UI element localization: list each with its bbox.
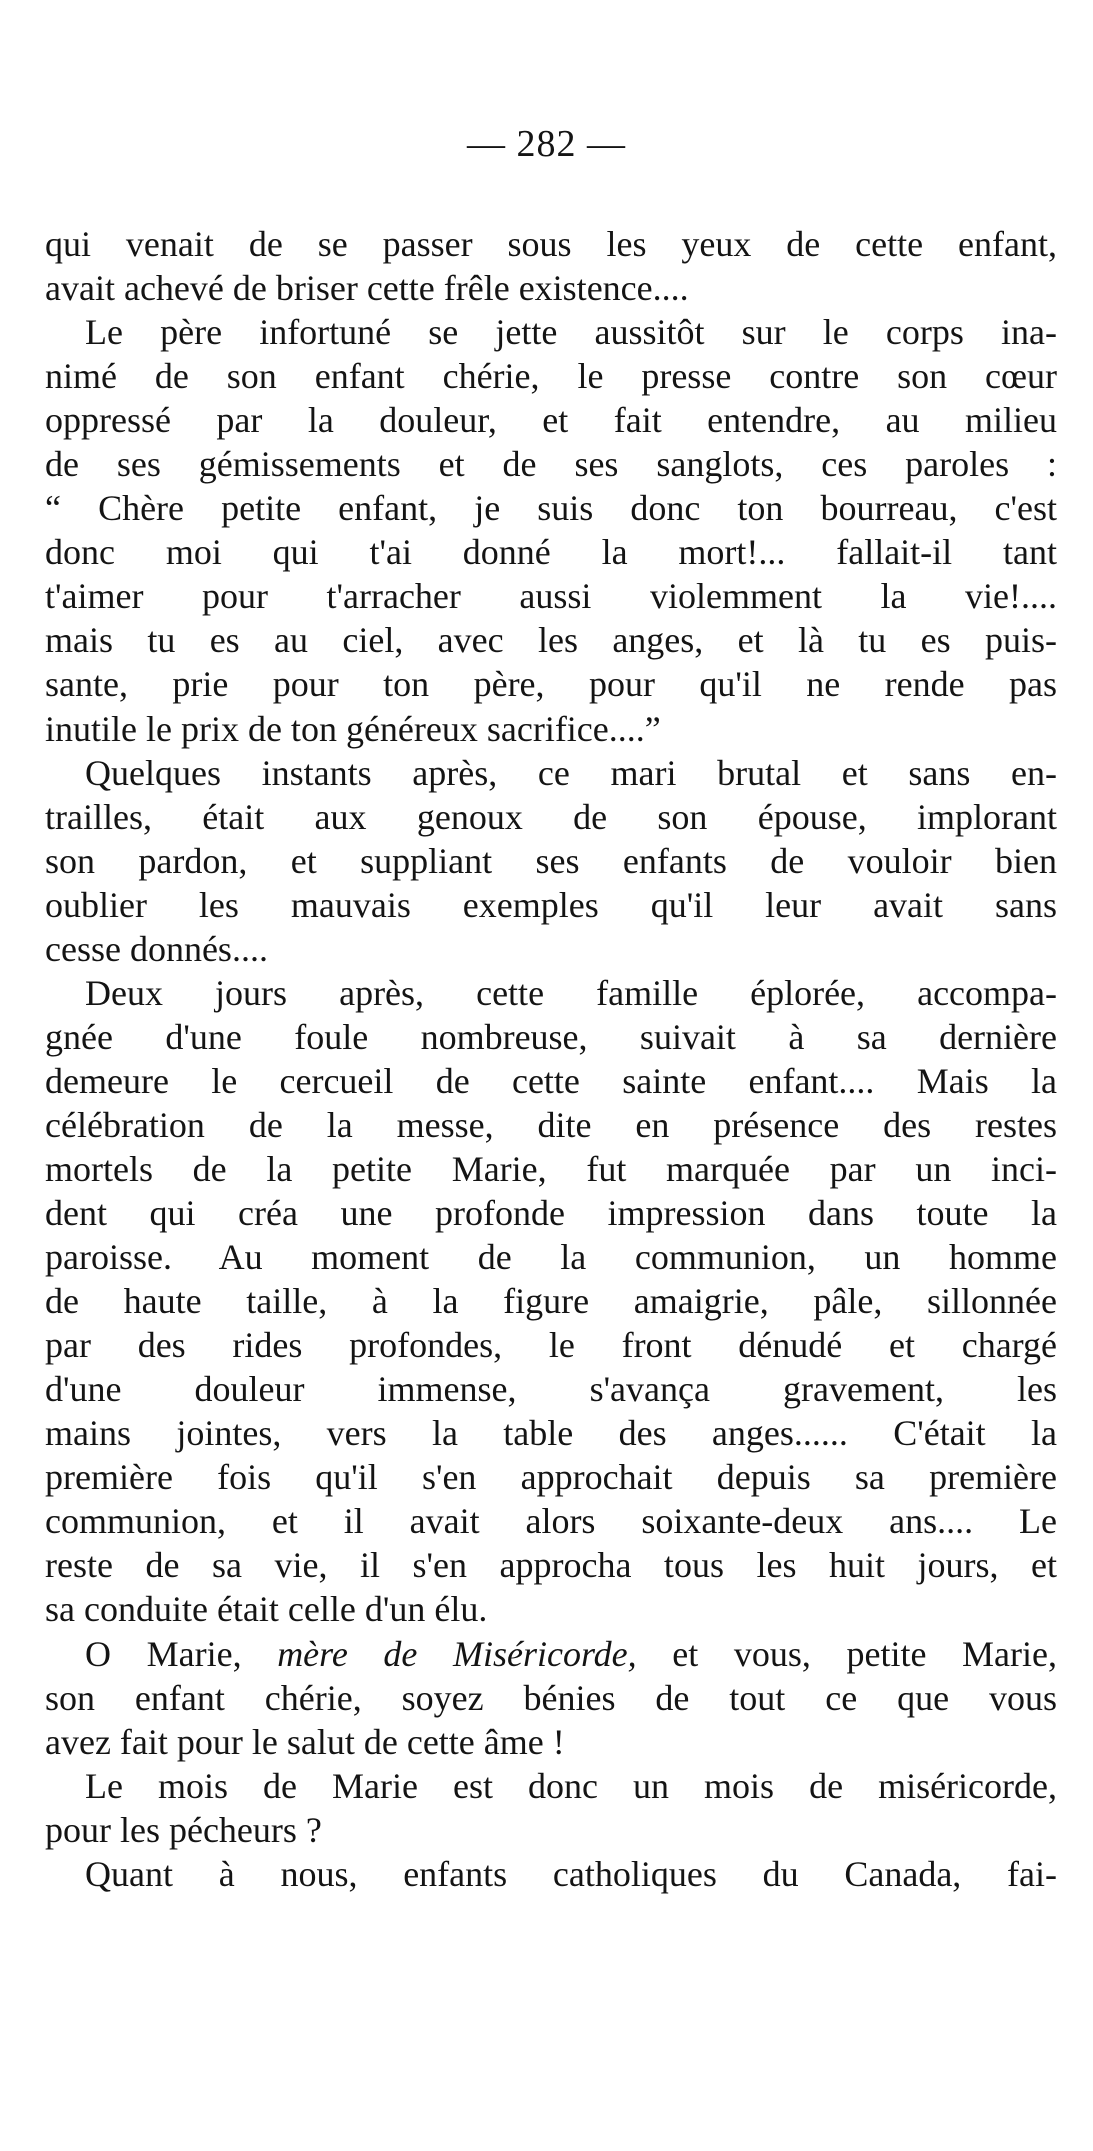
text-line: Quelques instants après, ce mari brutal et sans en- bbox=[85, 752, 1057, 793]
text-line: Le père infortuné se jette aussitôt sur le corps ina- bbox=[85, 312, 1057, 353]
text-line: donc moi qui t'ai donné la mort!... fallait-il tant bbox=[45, 532, 1057, 573]
text-line: avait achevé de briser cette frêle existence.... bbox=[45, 268, 689, 309]
text-line: de haute taille, à la figure amaigrie, pâle, sillonnée bbox=[45, 1281, 1057, 1322]
text-line: célébration de la messe, dite en présence des restes bbox=[45, 1104, 1057, 1145]
text-line: par des rides profondes, le front dénudé et chargé bbox=[45, 1325, 1057, 1366]
text-line: trailles, était aux genoux de son épouse, implorant bbox=[45, 796, 1057, 837]
text-line: communion, et il avait alors soixante-deux ans.... Le bbox=[45, 1501, 1057, 1542]
text-line: d'une douleur immense, s'avança gravement, les bbox=[45, 1369, 1057, 1410]
italic-phrase: mère de Miséricorde, bbox=[241, 1633, 637, 1674]
text-line: O Marie, mère de Miséricorde, et vous, petite Marie, bbox=[85, 1633, 1057, 1674]
text-line: pour les pécheurs ? bbox=[45, 1809, 322, 1850]
body-text bbox=[45, 222, 1057, 1896]
text-line: sante, prie pour ton père, pour qu'il ne rende pas bbox=[45, 664, 1057, 705]
text-line: cesse donnés.... bbox=[45, 928, 268, 969]
text-line: Quant à nous, enfants catholiques du Canada, fai- bbox=[85, 1853, 1057, 1894]
text-line: paroisse. Au moment de la communion, un homme bbox=[45, 1237, 1057, 1278]
text-line: oppressé par la douleur, et fait entendre, au milieu bbox=[45, 400, 1057, 441]
text-line: qui venait de se passer sous les yeux de cette enfant, bbox=[45, 224, 1057, 264]
text-line: dent qui créa une profonde impression dans toute la bbox=[45, 1193, 1057, 1234]
text-line: de ses gémissements et de ses sanglots, ces paroles : bbox=[45, 444, 1057, 485]
text-line: sa conduite était celle d'un élu. bbox=[45, 1589, 488, 1630]
page-number: — 282 — bbox=[467, 123, 626, 165]
text-line: son enfant chérie, soyez bénies de tout ce que vous bbox=[45, 1677, 1057, 1718]
text-line: inutile le prix de ton généreux sacrifice....” bbox=[45, 708, 661, 749]
text-line: demeure le cercueil de cette sainte enfant.... Mais la bbox=[45, 1060, 1057, 1101]
text-line: oublier les mauvais exemples qu'il leur avait sans bbox=[45, 884, 1057, 925]
text-line: mais tu es au ciel, avec les anges, et là tu es puis- bbox=[45, 620, 1057, 661]
text-line: reste de sa vie, il s'en approcha tous les huit jours, et bbox=[45, 1545, 1057, 1586]
text-line: “ Chère petite enfant, je suis donc ton bourreau, c'est bbox=[45, 488, 1057, 529]
text-line: première fois qu'il s'en approchait depuis sa première bbox=[45, 1457, 1057, 1498]
text-line: Le mois de Marie est donc un mois de miséricorde, bbox=[85, 1765, 1057, 1806]
text-line: nimé de son enfant chérie, le presse contre son cœur bbox=[45, 356, 1057, 397]
text-line: gnée d'une foule nombreuse, suivait à sa dernière bbox=[45, 1016, 1057, 1057]
text-line: avez fait pour le salut de cette âme ! bbox=[45, 1721, 565, 1762]
text-line: Deux jours après, cette famille éplorée, accompa- bbox=[85, 972, 1057, 1013]
text-line: t'aimer pour t'arracher aussi violemment la vie!.... bbox=[45, 576, 1057, 617]
text-line: mains jointes, vers la table des anges...... C'était la bbox=[45, 1413, 1057, 1454]
text-line: mortels de la petite Marie, fut marquée par un inci- bbox=[45, 1148, 1057, 1189]
text-line: son pardon, et suppliant ses enfants de vouloir bien bbox=[45, 840, 1057, 881]
